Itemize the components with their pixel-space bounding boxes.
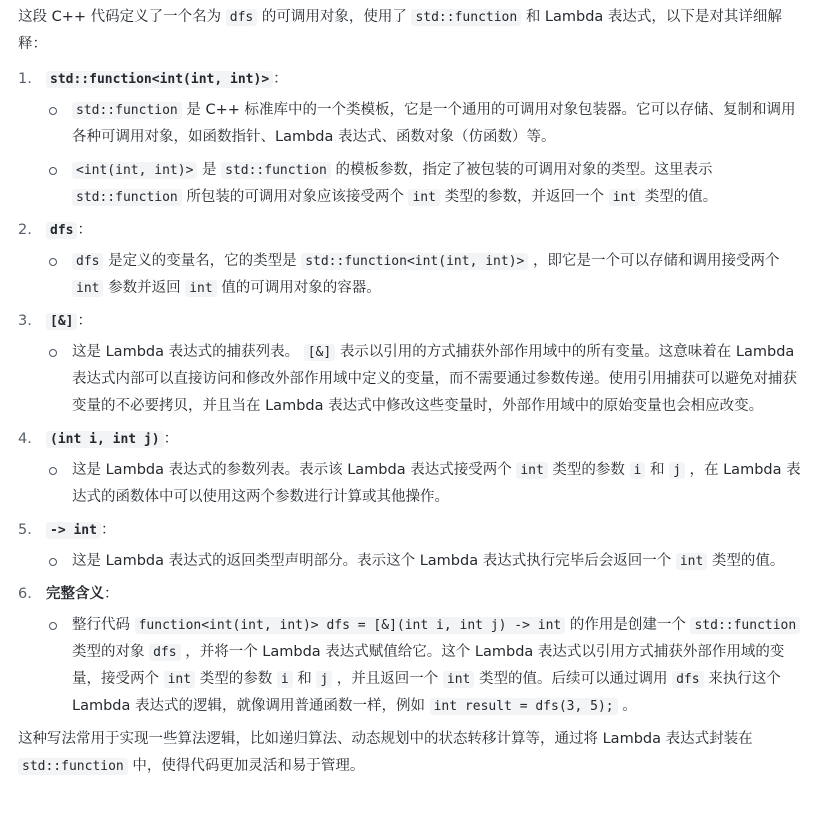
- sub-text: 是: [202, 162, 217, 178]
- sub-text: 。: [622, 698, 637, 714]
- inline-code: i: [277, 671, 293, 688]
- sub-text: ，在 Lambda 表达式的函数体中可以使用这两个参数进行计算或其他操作。: [72, 462, 801, 505]
- sub-text: 的模板参数，指定了被包装的可调用对象的类型。这里表示: [335, 162, 713, 178]
- inline-code: (int i, int j): [46, 431, 164, 448]
- bullet-icon: [49, 467, 57, 475]
- sub-text: 参数并返回: [108, 280, 181, 296]
- sub-text: 类型的参数，并返回一个: [444, 189, 605, 205]
- sub-text: 和: [297, 671, 312, 687]
- outro-text: 这种写法常用于实现一些算法逻辑，比如递归算法、动态规划中的状态转移计算等，通过将 Lambda 表达式封装在: [18, 731, 753, 747]
- sub-text: 表示以引用的方式捕获外部作用域中的所有变量。这意味着在 Lambda 表达式内部可以直接访问和修改外部作用域中定义的变量，而不需要通过参数传递。使用引用捕获可以避免对捕获变量的不必要拷贝，并且当在 Lambda 表达式中修改这些变量时，外部作用域中的原始变量也会相应改变。: [72, 344, 797, 414]
- sub-item: [46, 339, 807, 420]
- sub-text: ，即它是一个可以存储和调用接受两个: [532, 253, 780, 269]
- inline-code: std::function: [411, 9, 521, 26]
- inline-code: int result = dfs(3, 5);: [430, 698, 618, 715]
- inline-code: std::function: [221, 162, 331, 179]
- sub-text: 整行代码: [72, 617, 130, 633]
- item-number: 6.: [18, 586, 32, 602]
- sub-text: 这是 Lambda 表达式的参数列表。表示该 Lambda 表达式接受两个: [72, 462, 512, 478]
- inline-code: std::function: [18, 758, 128, 775]
- item-number: 5.: [18, 522, 32, 538]
- inline-code: int: [185, 280, 216, 297]
- sub-text: 类型的参数: [199, 671, 273, 687]
- inline-code: <int(int, int)>: [72, 162, 197, 179]
- sub-item: [46, 157, 807, 211]
- inline-code: int: [516, 462, 547, 479]
- item-number: 3.: [18, 313, 32, 329]
- item-colon: ：: [163, 431, 179, 447]
- sub-item: [46, 548, 807, 575]
- intro-text: 和 Lambda 表达式，以下是对其详细解释：: [18, 9, 782, 52]
- item-title: [46, 313, 77, 329]
- item-number: 2.: [18, 222, 32, 238]
- inline-code: std::function: [690, 617, 800, 634]
- item-colon: ：: [104, 586, 119, 602]
- sub-text: ，并且返回一个: [336, 671, 439, 687]
- inline-code: [&]: [46, 313, 77, 330]
- intro-text: 的可调用对象，使用了: [261, 9, 407, 25]
- list-item-3: [18, 308, 807, 420]
- sub-text: 类型的值。: [644, 189, 718, 205]
- inline-code: dfs: [46, 222, 77, 239]
- intro-paragraph: [18, 4, 807, 58]
- inline-code: std::function: [72, 102, 182, 119]
- list-item-2: [18, 217, 807, 302]
- inline-code: std::function<int(int, int)>: [301, 253, 528, 270]
- sub-list: [46, 548, 807, 575]
- inline-code: function<int(int, int)> dfs = [&](int i, int j) -> int: [135, 617, 566, 634]
- intro-text: 这段 C++ 代码定义了一个名为: [18, 9, 222, 25]
- sub-text: 来执行这个 Lambda 表达式的逻辑，就像调用普通函数一样，例如: [72, 671, 781, 714]
- inline-code: dfs: [672, 671, 703, 688]
- sub-list: [46, 339, 807, 420]
- inline-code: i: [630, 462, 646, 479]
- item-number: 1.: [18, 71, 32, 87]
- item-colon: ：: [273, 71, 288, 87]
- item-number: 4.: [18, 431, 32, 447]
- outro-text: 中，使得代码更加灵活和易于管理。: [132, 758, 365, 774]
- item-title: [46, 71, 273, 87]
- explanation-list: [18, 66, 807, 720]
- inline-code: [&]: [304, 344, 335, 361]
- inline-code: int: [443, 671, 474, 688]
- bullet-icon: [49, 258, 57, 266]
- bullet-icon: [49, 167, 57, 175]
- sub-text: 类型的值。后续可以通过调用: [479, 671, 668, 687]
- sub-list: [46, 248, 807, 302]
- sub-text: 的作用是创建一个: [569, 617, 686, 633]
- list-item-5: [18, 517, 807, 575]
- item-title: 完整含义: [46, 586, 104, 602]
- list-item-1: [18, 66, 807, 211]
- sub-text: 和: [649, 462, 665, 478]
- sub-text: 类型的值。: [711, 553, 785, 569]
- sub-list: [46, 612, 807, 720]
- item-colon: ：: [77, 222, 92, 238]
- item-colon: ：: [100, 522, 116, 538]
- sub-item: [46, 97, 807, 151]
- item-title: [46, 522, 101, 538]
- sub-item: [46, 612, 807, 720]
- sub-text: 值的可调用对象的容器。: [221, 280, 381, 296]
- inline-code: dfs: [149, 644, 180, 661]
- sub-text: 是定义的变量名，它的类型是: [108, 253, 297, 269]
- outro-paragraph: [18, 726, 807, 780]
- inline-code: int: [164, 671, 195, 688]
- inline-code: std::function<int(int, int)>: [46, 71, 273, 88]
- inline-code: int: [676, 553, 707, 570]
- inline-code: dfs: [72, 253, 103, 270]
- inline-code: int: [609, 189, 640, 206]
- item-title: [46, 222, 77, 238]
- inline-code: int: [72, 280, 103, 297]
- bullet-icon: [49, 558, 57, 566]
- sub-text: 类型的对象: [72, 644, 145, 660]
- sub-text: ，并将一个 Lambda 表达式赋值给它。这个 Lambda 表达式以引用方式捕获外部作用域的变量，接受两个: [72, 644, 785, 687]
- item-title: [46, 431, 164, 447]
- bullet-icon: [49, 107, 57, 115]
- sub-text: 这是 Lambda 表达式的捕获列表。: [72, 344, 300, 360]
- list-item-6: [18, 581, 807, 720]
- inline-code: j: [669, 462, 685, 479]
- inline-code: dfs: [226, 9, 257, 26]
- inline-code: -> int: [46, 522, 101, 539]
- sub-list: [46, 457, 807, 511]
- inline-code: int: [408, 189, 439, 206]
- sub-item: [46, 248, 807, 302]
- bullet-icon: [49, 349, 57, 357]
- sub-item: [46, 457, 807, 511]
- item-colon: ：: [77, 313, 92, 329]
- inline-code: j: [316, 671, 332, 688]
- sub-text: 这是 Lambda 表达式的返回类型声明部分。表示这个 Lambda 表达式执行完毕后会返回一个: [72, 553, 672, 569]
- inline-code: std::function: [72, 189, 182, 206]
- sub-text: 是 C++ 标准库中的一个类模板，它是一个通用的可调用对象包装器。它可以存储、复制和调用各种可调用对象，如函数指针、Lambda 表达式、函数对象（仿函数）等。: [72, 102, 796, 145]
- list-item-4: [18, 426, 807, 511]
- sub-text: 所包装的可调用对象应该接受两个: [186, 189, 404, 205]
- sub-text: 类型的参数: [552, 462, 625, 478]
- bullet-icon: [49, 622, 57, 630]
- sub-list: [46, 97, 807, 211]
